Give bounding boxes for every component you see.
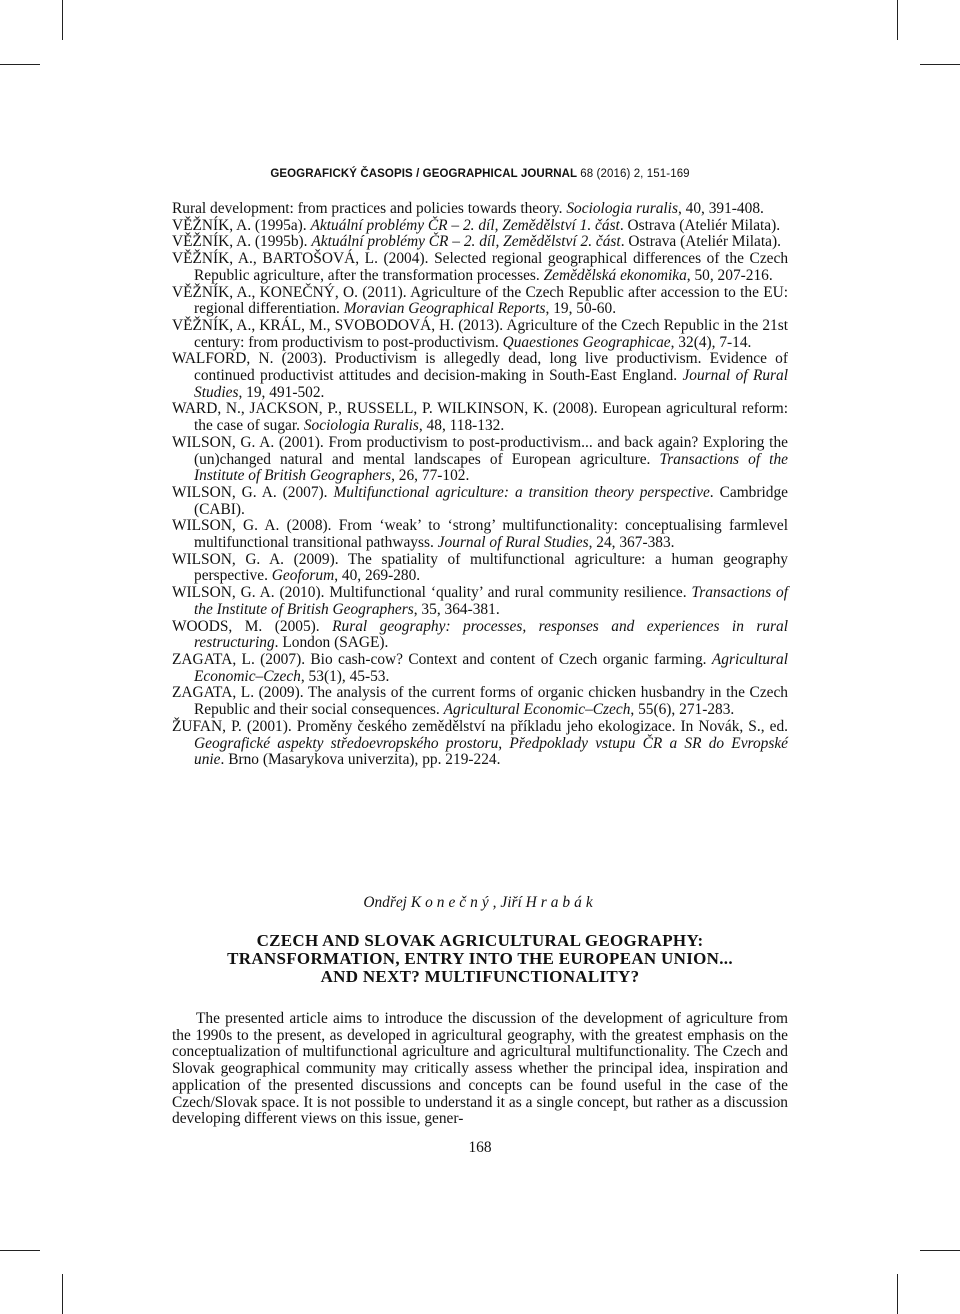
reference-details: Aktuální problémy ČR – 2. díl, Zemědělství 1. část. Ostrava (Ateliér Milata). [310,216,781,234]
reference-details: Agriculture of the Czech Republic after accession to the EU: regional differentiation. Moravian Geographical Reports, 19, 50-60. [194,283,789,318]
reference-author-year: VĚŽNÍK, A., BARTOŠOVÁ, L. (2004). [172,250,435,268]
reference-author-year: VĚŽNÍK, A. (1995a). [172,216,311,234]
crop-mark [0,64,40,65]
crop-mark [62,1274,63,1314]
reference-details: Multifunctional agriculture: a transition theory perspective. Cambridge (CABI). [194,483,788,518]
reference-author-year: VĚŽNÍK, A., KRÁL, M., SVOBODOVÁ, H. (2013). [172,316,507,334]
reference-item [172,585,788,618]
crop-mark [920,1250,960,1251]
title-line: TRANSFORMATION, ENTRY INTO THE EUROPEAN UNION... [227,949,733,968]
reference-details: Rural geography: processes, responses and experiences in rural restructuring. London (SAGE). [194,617,789,652]
crop-mark [920,64,960,65]
crop-mark [62,0,63,40]
reference-author-year: ZAGATA, L. (2009). [172,684,308,702]
author-second-family: Hrabák [525,894,597,911]
journal-name: GEOGRAFICKÝ ČASOPIS / GEOGRAPHICAL JOURNAL [270,168,577,180]
crop-mark [0,1250,40,1251]
abstract-paragraph: The presented article aims to introduce the discussion of the development of agriculture from the 1990s to the present, as developed in agricultural geography, with the greatest emphasis on the conceptualization of multifunctional agriculture and agricultural multifunctionality. The Czech and Slovak geographical community may critically assess whether the principal idea, inspiration and application of the presented discussions and concepts can be found useful in the case of the Czech/Slovak space. It is not possible to understand it as a single concept, but rather as a discussion developing different views on this issue, gener- [172,1010,788,1128]
reference-details: From productivism to post-productivism... and back again? Exploring the (un)changed natural and mental landscapes of European agriculture. Transactions of the Institute of British Geographers, 26, 77-102. [194,433,788,485]
reference-list [172,201,788,769]
volume-info: 68 (2016) 2, 151-169 [580,168,690,180]
reference-details: The analysis of the current forms of organic chicken husbandry in the Czech Republic and their social consequences. Agricultural Economic–Czech, 55(6), 271-283. [194,684,789,719]
reference-author-year: Rural development: from practices and policies towards theory. [172,200,567,217]
reference-details: The spatiality of multifunctional agriculture: a human geography perspective. Geoforum, 40, 269-280. [194,550,789,585]
reference-item [172,685,788,718]
reference-item [172,318,788,351]
reference-item [172,719,788,769]
reference-details: Proměny českého zemědělství na příkladu jeho ekologizace. In Novák, S., ed. Geografické aspekty středoevropského prostoru, Předpoklady vstupu ČR a SR do Evropské unie. Brno (Masarykova univerzita), pp. 219-224. [194,717,788,769]
reference-author-year: WILSON, G. A. (2008). [172,517,339,535]
page-number: 168 [468,1139,492,1156]
author-first-given: Ondřej [363,894,407,911]
reference-author-year: WILSON, G. A. (2007). [172,483,334,501]
reference-details: Agriculture of the Czech Republic in the 21st century: from productivism to post-productivism. Quaestiones Geographicae, 32(4), 7-14. [194,316,788,351]
reference-item [172,435,788,485]
reference-item [172,518,788,551]
running-head [0,168,960,180]
title-line: AND NEXT? MULTIFUNCTIONALITY? [320,967,640,986]
crop-mark [897,0,898,40]
reference-item [172,401,788,434]
reference-item [172,652,788,685]
crop-mark [897,1274,898,1314]
author-second-given: Jiří [500,894,522,911]
reference-item [172,619,788,652]
reference-author-year: VĚŽNÍK, A., KONEČNÝ, O. (2011). [172,283,411,301]
reference-details: Bio cash-cow? Context and content of Czech organic farming. Agricultural Economic–Czech, 53(1), 45-53. [194,650,788,685]
reference-author-year: ZAGATA, L. (2007). [172,650,311,668]
reference-item [172,285,788,318]
reference-author-year: WILSON, G. A. (2010). [172,584,330,602]
reference-author-year: WOODS, M. (2005). [172,617,333,635]
reference-author-year: WARD, N., JACKSON, P., RUSSELL, P. WILKINSON, K. (2008). [172,400,603,418]
reference-details: Sociologia ruralis, 40, 391-408. [566,200,764,217]
reference-item [172,234,788,251]
reference-details: Multifunctional ‘quality’ and rural community resilience. Transactions of the Institute of British Geographers, 35, 364-381. [194,584,788,618]
reference-item [172,485,788,518]
reference-item [172,351,788,401]
reference-item [172,218,788,235]
reference-details: European agricultural reform: the case of sugar. Sociologia Ruralis, 48, 118-132. [194,400,788,435]
reference-author-year: WILSON, G. A. (2009). [172,550,348,568]
reference-details: From ‘weak’ to ‘strong’ multifunctionality: conceptualising farmlevel multifunctional transitional pathwayss. Journal of Rural Studies, 24, 367-383. [194,517,788,552]
article-authors [0,894,960,912]
reference-author-year: ŽUFAN, P. (2001). [172,717,297,735]
author-separator: , [492,894,497,911]
reference-author-year: VĚŽNÍK, A. (1995b). [172,233,312,251]
reference-item [172,201,788,218]
reference-author-year: WALFORD, N. (2003). [172,350,335,368]
author-first-family: Konečný [410,894,493,911]
title-line: CZECH AND SLOVAK AGRICULTURAL GEOGRAPHY: [256,931,704,950]
reference-item [172,552,788,585]
reference-author-year: WILSON, G. A. (2001). [172,433,329,451]
article-title [0,932,960,986]
reference-details: Selected regional geographical differences of the Czech Republic agriculture, after the transformation processes. Zemědělská ekonomika, 50, 207-216. [194,250,789,284]
reference-details: Productivism is allegedly dead, long live productivism. Evidence of continued productivist attitudes and decision-making in South-East England. Journal of Rural Studies, 19, 491-502. [194,350,788,401]
reference-details: Aktuální problémy ČR – 2. díl, Zemědělství 2. část. Ostrava (Ateliér Milata). [311,233,781,251]
reference-item [172,251,788,284]
